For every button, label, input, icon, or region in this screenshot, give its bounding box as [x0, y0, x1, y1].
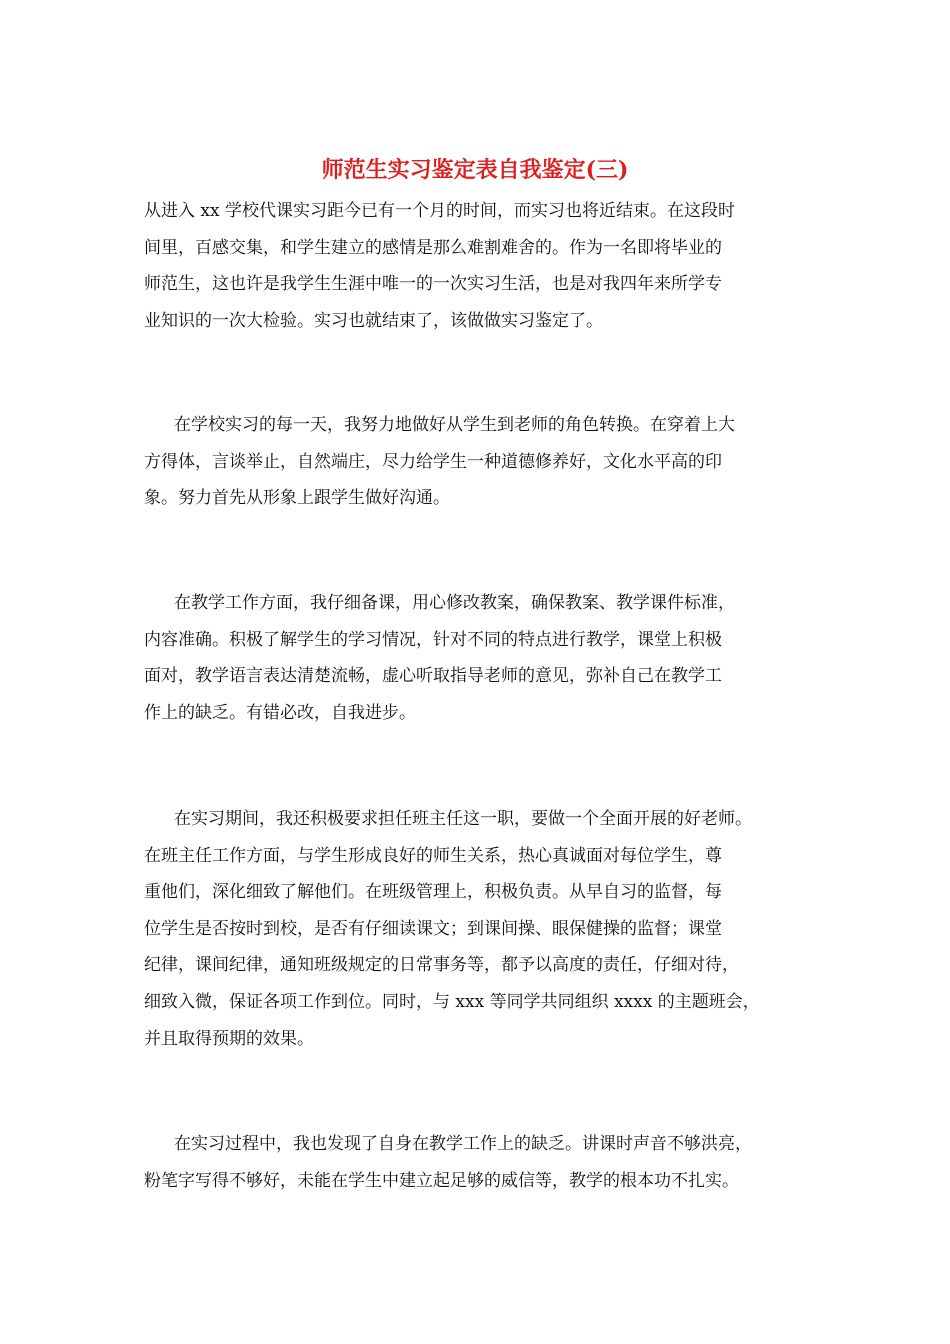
paragraph-line: 重他们，深化细致了解他们。在班级管理上，积极负责。从早自习的监督，每	[144, 882, 722, 903]
paragraph-line: 在学校实习的每一天，我努力地做好从学生到老师的角色转换。在穿着上大	[174, 415, 735, 435]
paragraph-3	[144, 585, 824, 731]
paragraph-line: 在实习期间，我还积极要求担任班主任这一职，要做一个全面开展的好老师。	[174, 809, 752, 829]
paragraph-2	[144, 407, 824, 517]
paragraph-line: 位学生是否按时到校，是否有仔细读课文；到课间操、眼保健操的监督；课堂	[144, 918, 722, 939]
paragraph-line: 间里，百感交集，和学生建立的感情是那么难割难舍的。作为一名即将毕业的	[144, 237, 722, 258]
paragraph-line: 面对，教学语言表达清楚流畅，虚心听取指导老师的意见，弥补自己在教学工	[144, 666, 722, 687]
paragraph-line: 象。努力首先从形象上跟学生做好沟通。	[144, 488, 450, 509]
paragraph-line: 业知识的一次大检验。实习也就结束了，该做做实习鉴定了。	[144, 310, 603, 331]
paragraph-line: 师范生，这也许是我学生生涯中唯一的一次实习生活，也是对我四年来所学专	[144, 274, 722, 295]
paragraph-line: 在实习过程中，我也发现了自身在教学工作上的缺乏。讲课时声音不够洪亮，	[174, 1134, 752, 1154]
paragraph-line: 细致入微，保证各项工作到位。同时，与 xxx 等同学共同组织 xxxx 的主题班会，	[144, 991, 760, 1012]
paragraph-line: 方得体，言谈举止，自然端庄，尽力给学生一种道德修养好，文化水平高的印	[144, 451, 722, 472]
paragraph-line: 作上的缺乏。有错必改，自我进步。	[144, 702, 416, 723]
paragraph-line: 内容准确。积极了解学生的学习情况，针对不同的特点进行教学，课堂上积极	[144, 629, 722, 650]
paragraph-line: 纪律，课间纪律，通知班级规定的日常事务等，都予以高度的责任，仔细对待，	[144, 955, 739, 976]
paragraph-1	[144, 193, 824, 339]
paragraph-5	[144, 1126, 824, 1199]
paragraph-line: 在班主任工作方面，与学生形成良好的师生关系，热心真诚面对每位学生，尊	[144, 845, 722, 866]
paragraph-4	[144, 801, 824, 1057]
paragraph-line: 并且取得预期的效果。	[144, 1028, 314, 1049]
document-title: 师范生实习鉴定表自我鉴定(三)	[321, 157, 629, 183]
paragraph-line: 粉笔字写得不够好，未能在学生中建立起足够的威信等，教学的根本功不扎实。	[144, 1170, 739, 1191]
paragraph-line: 在教学工作方面，我仔细备课，用心修改教案，确保教案、教学课件标准，	[174, 593, 735, 613]
paragraph-line: 从进入 xx 学校代课实习距今已有一个月的时间，而实习也将近结束。在这段时	[144, 201, 735, 221]
